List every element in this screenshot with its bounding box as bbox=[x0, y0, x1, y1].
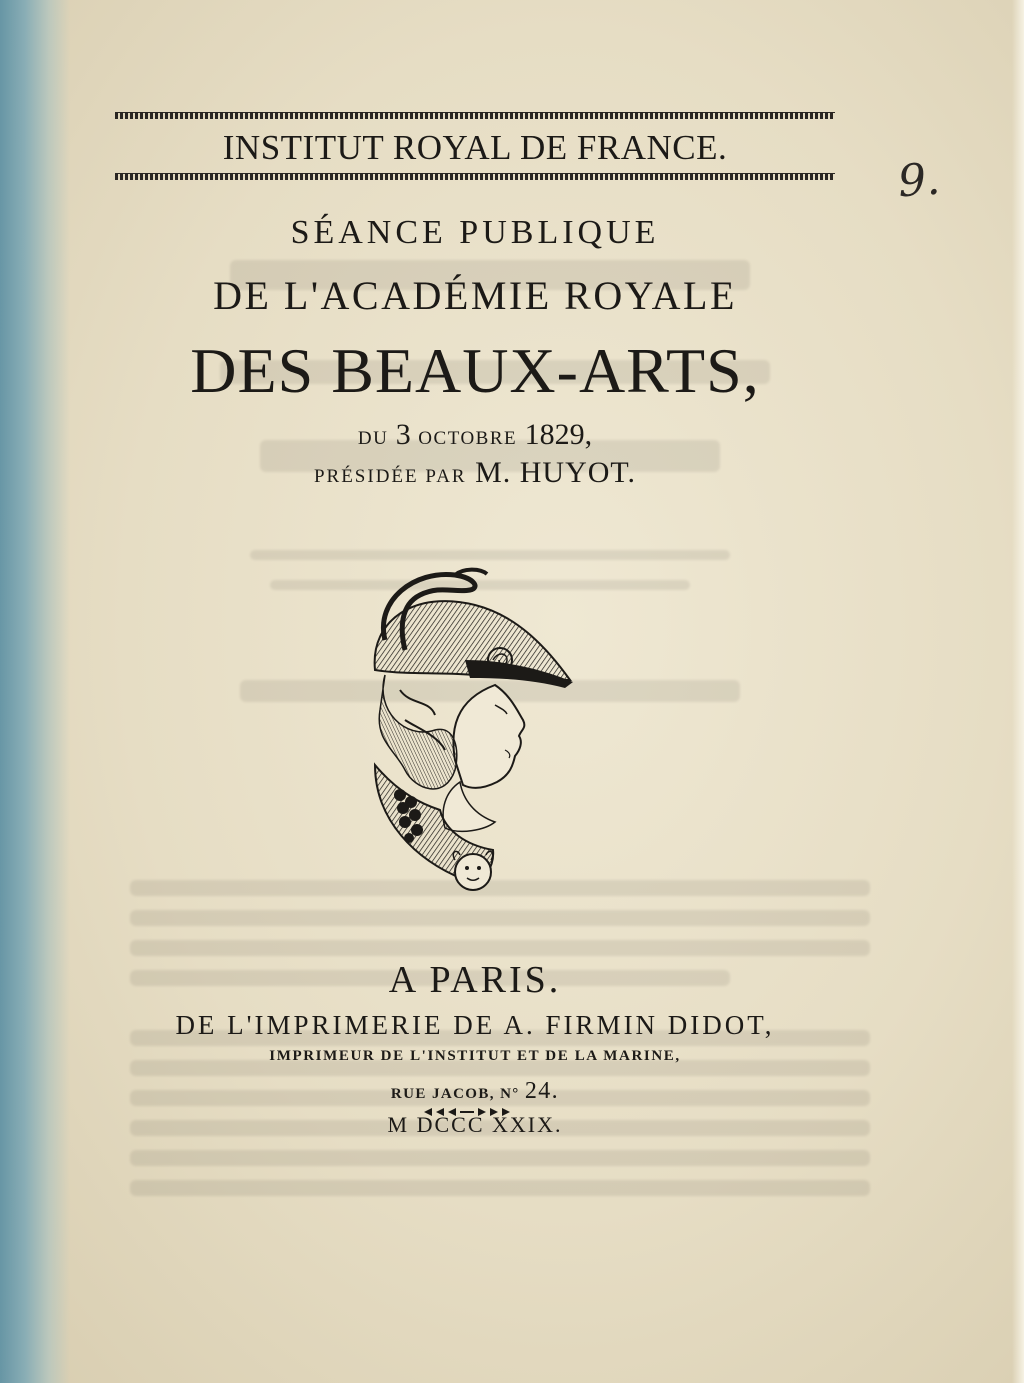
binding-edge bbox=[0, 0, 70, 1383]
imprint-address bbox=[0, 1078, 950, 1105]
top-decorative-rule bbox=[115, 112, 835, 119]
date-year: 1829, bbox=[524, 418, 593, 451]
page-edge bbox=[1012, 0, 1024, 1383]
bottom-decorative-rule bbox=[115, 173, 835, 180]
beaux-arts-heading: DES BEAUX-ARTS, bbox=[190, 335, 760, 406]
imprint-city: A PARIS. bbox=[388, 959, 562, 1001]
imprint-year: M DCCC XXIX. bbox=[387, 1112, 563, 1137]
imprint-printer: DE L'IMPRIMERIE DE A. FIRMIN DIDOT, bbox=[175, 1010, 775, 1040]
imprint-street-number: 24. bbox=[524, 1078, 560, 1104]
seance-heading: SÉANCE PUBLIQUE bbox=[290, 214, 660, 251]
academie-heading: DE L'ACADÉMIE ROYALE bbox=[213, 273, 737, 318]
imprint-street: RUE JACOB, N° bbox=[390, 1086, 525, 1102]
date-month: OCTOBRE bbox=[418, 428, 518, 449]
date-day: 3 bbox=[395, 418, 411, 451]
institute-heading: INSTITUT ROYAL DE FRANCE. bbox=[222, 128, 728, 167]
president-name: M. HUYOT. bbox=[475, 456, 637, 489]
presided-by-line bbox=[0, 456, 950, 490]
minerva-helmet-head-engraving bbox=[345, 560, 585, 900]
handwritten-shelf-mark: 9. bbox=[896, 153, 942, 208]
session-date bbox=[0, 418, 950, 452]
imprint-printer-title: IMPRIMEUR DE L'INSTITUT ET DE LA MARINE, bbox=[269, 1048, 681, 1064]
presided-by-label: PRÉSIDÉE PAR bbox=[313, 466, 467, 487]
date-prefix: DU bbox=[357, 428, 389, 449]
